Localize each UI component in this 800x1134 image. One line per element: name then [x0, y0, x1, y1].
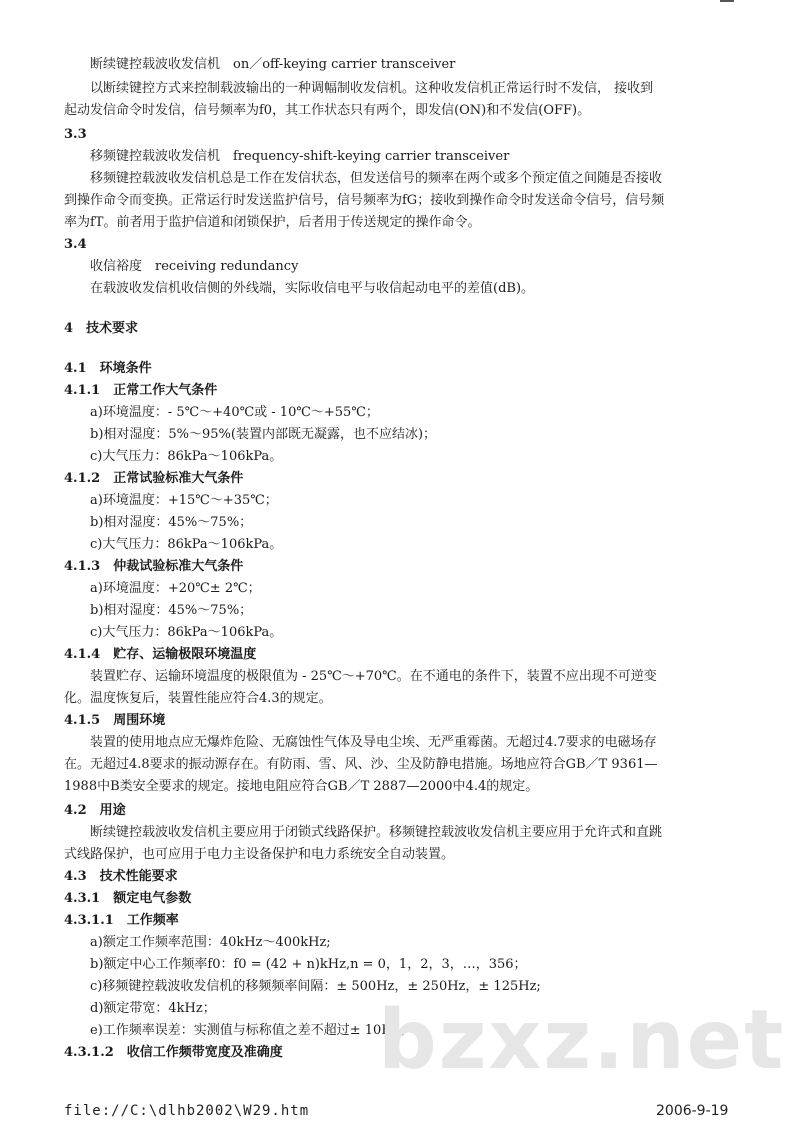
section-heading: 3.3	[64, 127, 87, 142]
footer-file-path: file://C:\dlhb2002\W29.htm	[64, 1103, 310, 1119]
text-line: 断续键控载波收发信机 on／off-keying carrier transceiver	[90, 57, 456, 72]
page-top-mark	[720, 0, 734, 5]
text-line: 化。温度恢复后，装置性能应符合4.3的规定。	[64, 691, 332, 706]
text-line: b)额定中心工作频率f0：f0 = (42 + n)kHz,n = 0，1，2，3，…，356；	[90, 957, 527, 972]
text-line: 到操作命令而变换。正常运行时发送监护信号，信号频率为fG；接收到操作命令时发送命令信号，信号频	[64, 193, 665, 208]
text-line: 收信裕度 receiving redundancy	[90, 259, 299, 274]
text-line: 在。无超过4.8要求的振动源存在。有防雨、雪、风、沙、尘及防静电措施。场地应符合GB／T 9361—	[64, 757, 658, 772]
text-line: c)大气压力：86kPa～106kPa。	[90, 625, 283, 640]
text-line: b)相对湿度：45%～75%；	[90, 515, 253, 530]
section-heading: 4.2 用途	[64, 803, 126, 818]
section-heading: 4.3.1 额定电气参数	[64, 891, 192, 906]
text-line: 式线路保护，也可应用于电力主设备保护和电力系统安全自动装置。	[64, 847, 455, 862]
text-line: b)相对湿度：45%～75%；	[90, 603, 253, 618]
section-heading: 4.1.4 贮存、运输极限环境温度	[64, 647, 257, 662]
section-heading: 4.1.3 仲裁试验标准大气条件	[64, 559, 244, 574]
section-heading: 4.3.1.2 收信工作频带宽度及准确度	[64, 1045, 283, 1060]
text-line: 装置的使用地点应无爆炸危险、无腐蚀性气体及导电尘埃、无严重霉菌。无超过4.7要求的电磁场存	[90, 735, 657, 750]
text-line: d)额定带宽：4kHz；	[90, 1001, 216, 1016]
watermark: bzxz.net	[378, 993, 786, 1088]
section-heading: 3.4	[64, 237, 87, 252]
text-line: 1988中B类安全要求的规定。接地电阻应符合GB／T 2887—2000中4.4的规定。	[64, 779, 539, 794]
text-line: 以断续键控方式来控制载波输出的一种调幅制收发信机。这种收发信机正常运行时不发信， 接收到	[90, 81, 654, 96]
section-heading: 4.1.2 正常试验标准大气条件	[64, 471, 244, 486]
section-heading: 4 技术要求	[64, 321, 139, 336]
section-heading: 4.1 环境条件	[64, 361, 152, 376]
text-line: a)环境温度：+20℃± 2℃；	[90, 581, 261, 596]
text-line: 起动发信命令时发信，信号频率为f0，其工作状态只有两个，即发信(ON)和不发信(OFF)。	[64, 103, 591, 118]
text-line: e)工作频率误差：实测值与标称值之差不超过± 10Hz。	[90, 1023, 413, 1038]
section-heading: 4.3.1.1 工作频率	[64, 913, 179, 928]
text-line: c)大气压力：86kPa～106kPa。	[90, 537, 283, 552]
text-line: c)大气压力：86kPa～106kPa。	[90, 449, 283, 464]
text-line: c)移频键控载波收发信机的移频频率间隔：± 500Hz，± 250Hz，± 125Hz;	[90, 979, 541, 994]
text-line: 装置贮存、运输环境温度的极限值为 - 25℃～+70℃。在不通电的条件下，装置不应出现不可逆变	[90, 669, 657, 684]
text-line: 断续键控载波收发信机主要应用于闭锁式线路保护。移频键控载波收发信机主要应用于允许式和直跳	[90, 825, 663, 840]
text-line: 在载波收发信机收信侧的外线端，实际收信电平与收信起动电平的差值(dB)。	[90, 281, 535, 296]
footer-date: 2006-9-19	[656, 1103, 729, 1119]
text-line: 移频键控载波收发信机 frequency-shift-keying carrier transceiver	[90, 149, 510, 164]
text-line: a)额定工作频率范围：40kHz～400kHz;	[90, 935, 331, 950]
text-line: a)环境温度：- 5℃～+40℃或 - 10℃～+55℃；	[90, 405, 379, 420]
text-line: b)相对湿度：5%～95%(装置内部既无凝露，也不应结冰)；	[90, 427, 437, 442]
text-line: 率为fT。前者用于监护信道和闭锁保护，后者用于传送规定的操作命令。	[64, 215, 481, 230]
section-heading: 4.1.1 正常工作大气条件	[64, 383, 218, 398]
section-heading: 4.1.5 周围环境	[64, 713, 166, 728]
text-line: a)环境温度：+15℃～+35℃；	[90, 493, 278, 508]
text-line: 移频键控载波收发信机总是工作在发信状态，但发送信号的频率在两个或多个预定值之间随是否接收	[90, 171, 663, 186]
section-heading: 4.3 技术性能要求	[64, 869, 178, 884]
